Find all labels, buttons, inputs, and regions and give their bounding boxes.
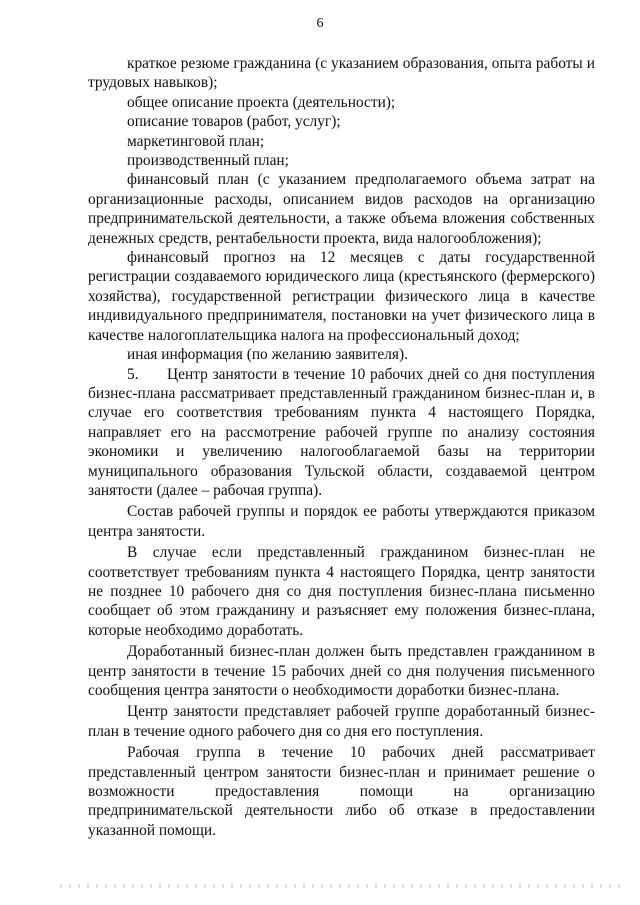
scan-noise-line [60, 884, 620, 888]
item-number: 5. [127, 365, 139, 383]
paragraph-project-description: общее описание проекта (деятельности); [127, 93, 396, 111]
paragraph-working-group: Состав рабочей группы и порядок ее работы утверждаются приказом центра занятости. [88, 503, 595, 540]
paragraph-other-info: иная информация (по желанию заявителя). [127, 346, 408, 364]
paragraph-decision: Рабочая группа в течение 10 рабочих дней рассматривает представленный центром занятости бизнес-план и принимает решение о возможности предоставления помощи на организацию предпринимательской деятельности либо об отказе в предоставлении указанной помощи. [88, 744, 595, 839]
paragraph-goods-description: описание товаров (работ, услуг); [127, 113, 341, 131]
paragraph-financial-forecast: финансовый прогноз на 12 месяцев с даты государственной регистрации создаваемого юридического лица (крестьянского (фермерского) хозяйства), государственной регистрации физического лица в качестве индивидуального предпринимателя, постановки на учет физического лица в качестве налогоплательщика налога на профессиональный доход; [88, 249, 595, 344]
paragraph-revised-plan: Доработанный бизнес-план должен быть представлен гражданином в центр занятости в течение 15 рабочих дней со дня получения письменного сообщения центра занятости о необходимости доработки бизнес-плана. [88, 643, 595, 699]
paragraph-nonconformity: В случае если представленный гражданином бизнес-план не соответствует требованиям пункта 4 настоящего Порядка, центр занятости не позднее 10 рабочего дня со дня поступления бизнес-плана письменно сообщает об этом гражданину и разъясняет ему положения бизнес-плана, которые необходимо доработать. [88, 544, 595, 639]
document-body [88, 54, 595, 840]
paragraph-submission: Центр занятости представляет рабочей группе доработанный бизнес-план в течение одного рабочего дня со дня его поступления. [88, 703, 595, 740]
paragraph-item-5 [88, 365, 595, 501]
paragraph-production-plan: производственный план; [127, 152, 289, 170]
paragraph-financial-plan: финансовый план (с указанием предполагаемого объема затрат на организационные расходы, описанием видов расходов на организацию предпринимательской деятельности, а также объема вложения собственных денежных средств, рентабельности проекта, вида налогообложения); [88, 171, 595, 247]
paragraph-marketing-plan: маркетинговой план; [127, 132, 265, 150]
page-number: 6 [316, 16, 324, 31]
item-5-text: Центр занятости в течение 10 рабочих дней со дня поступления бизнес-плана рассматривает представленный гражданином бизнес-план и, в случае его соответствия требованиям пункта 4 настоящего Порядка, направляет его на рассмотрение рабочей группе по анализу состояния экономики и увеличению налогооблагаемой базы на территории муниципального образования Тульской области, создаваемой центром занятости (далее – рабочая группа). [88, 365, 595, 499]
paragraph-resume: краткое резюме гражданина (с указанием образования, опыта работы и трудовых навыков); [88, 55, 595, 92]
